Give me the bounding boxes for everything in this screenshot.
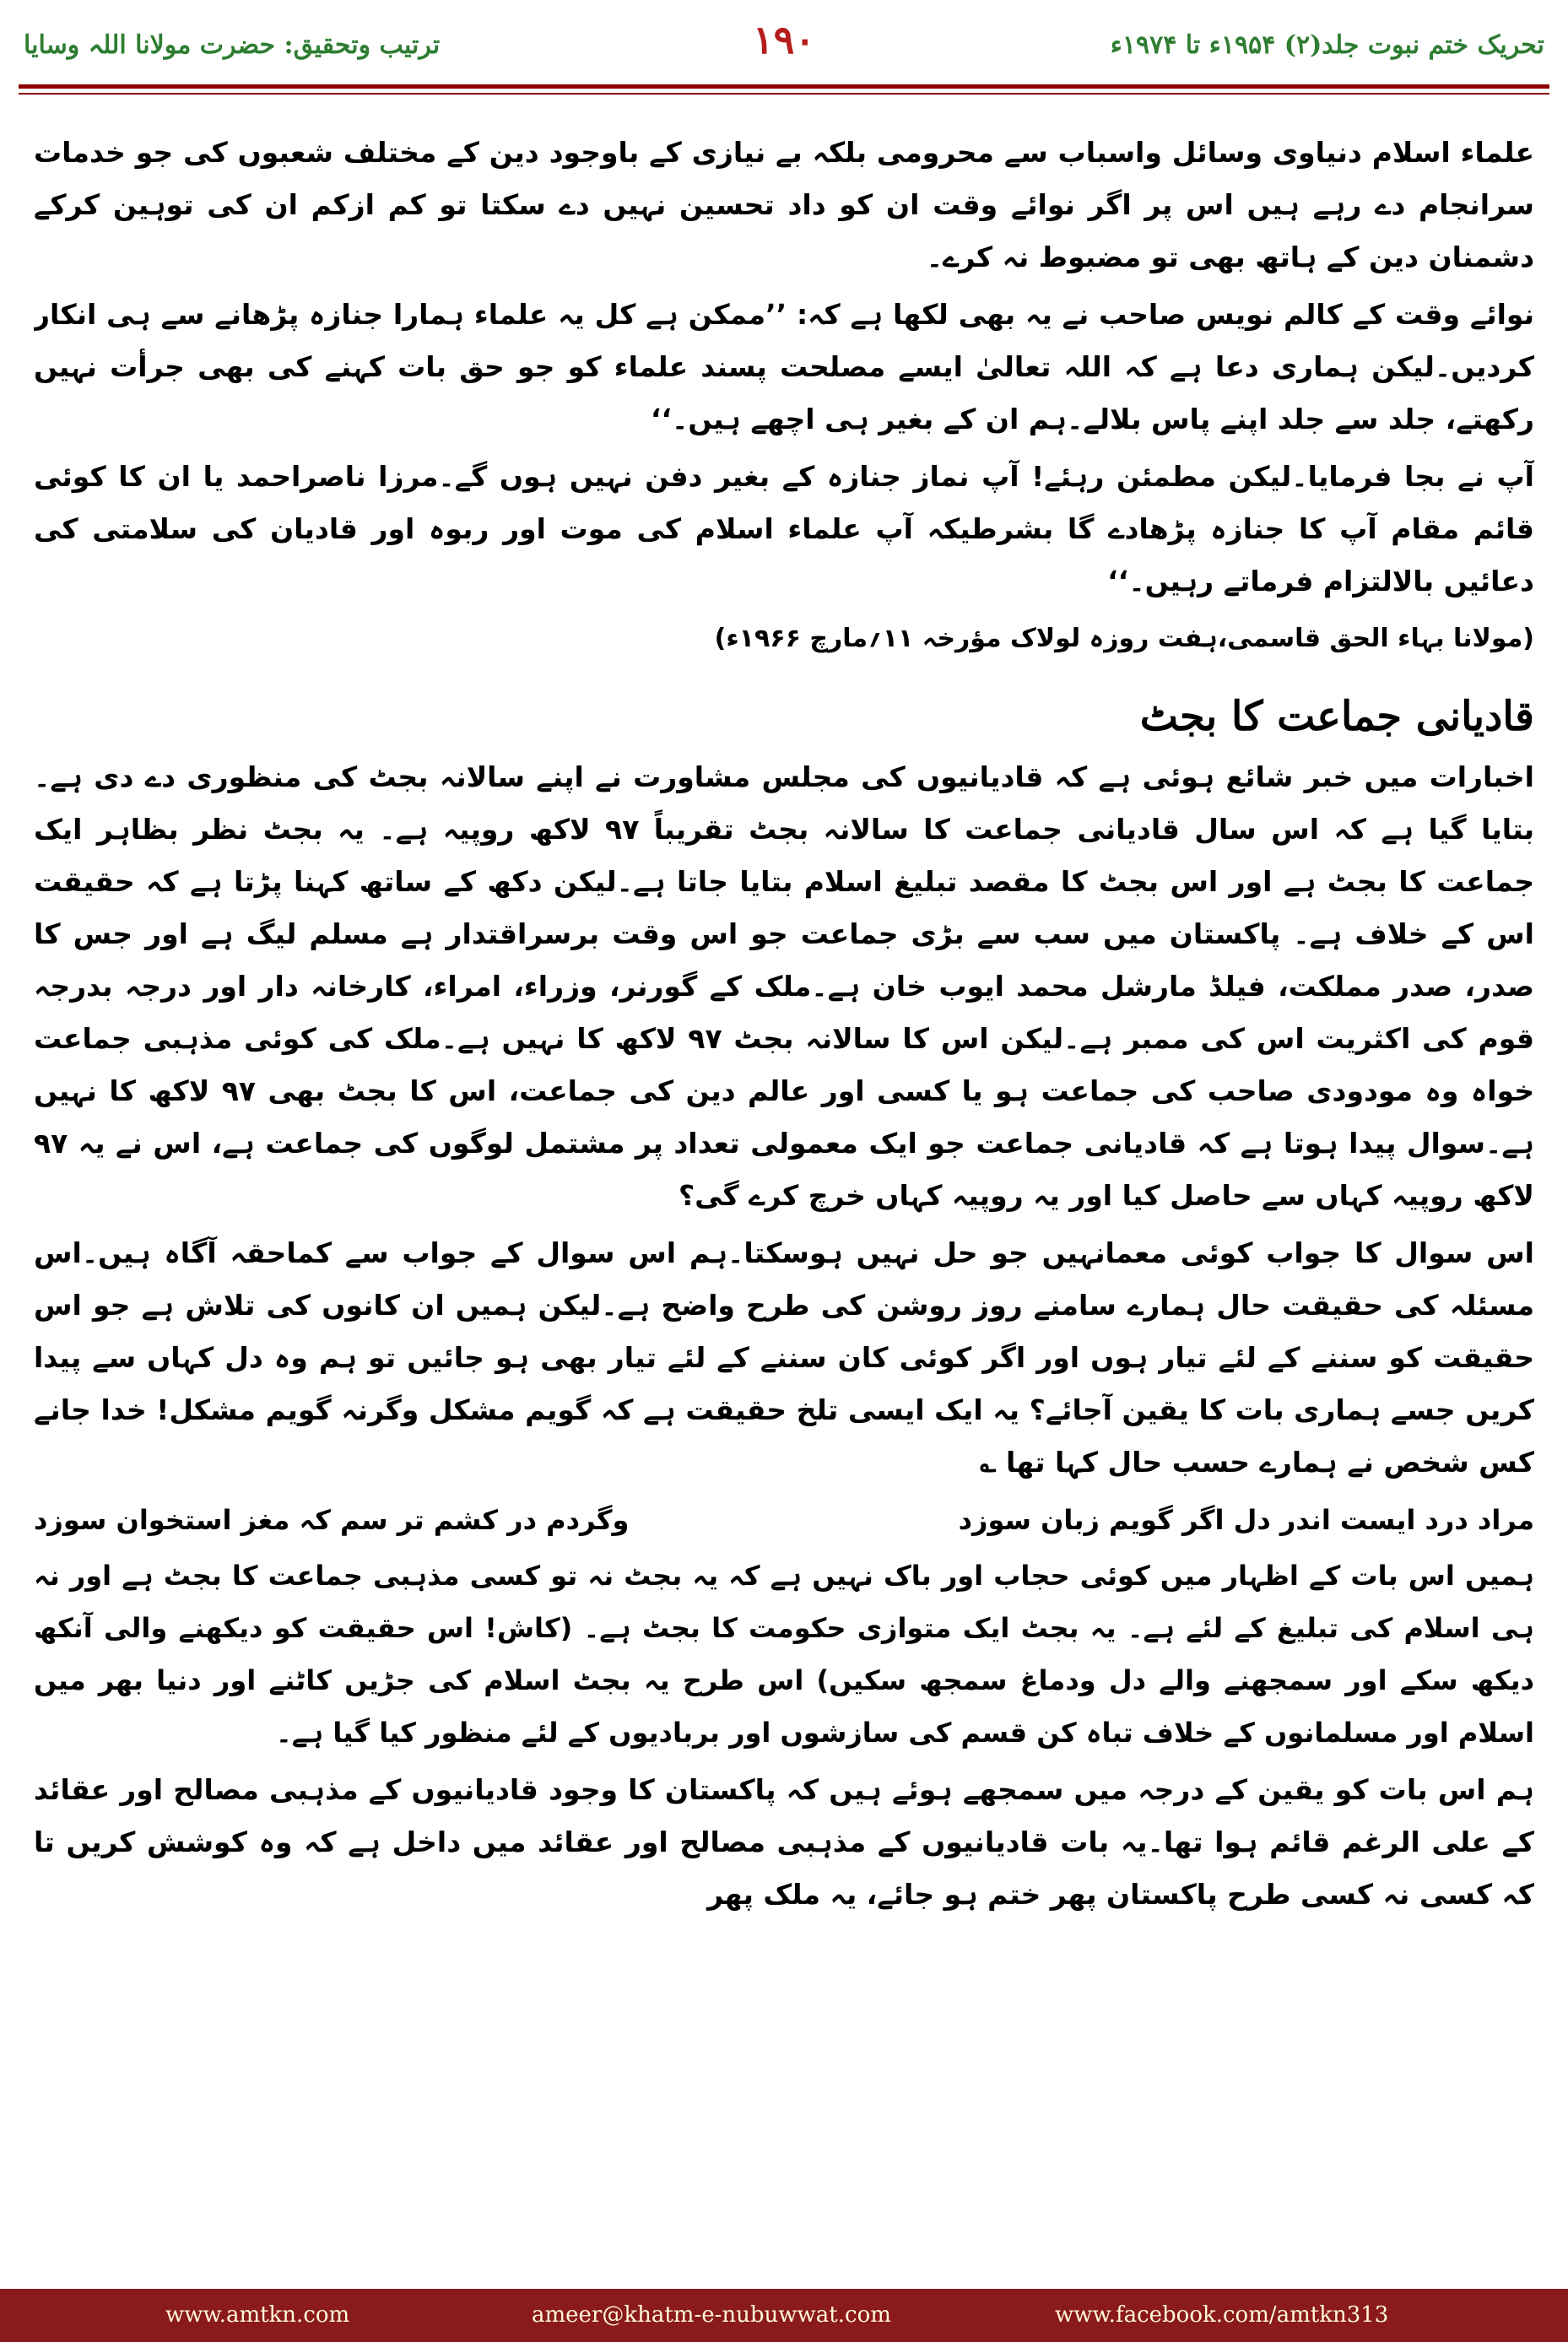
verse-first-half: مراد درد ایست اندر دل اگر گویم زبان سوزد: [958, 1504, 1534, 1536]
page-body: [34, 127, 1534, 2253]
paragraph: اخبارات میں خبر شائع ہوئی ہے کہ قادیانیوں کی مجلس مشاورت نے اپنے سالانہ بجٹ کی منظوری دے دی ہے۔ بتایا گیا ہے کہ اس سال قادیانی جماعت کا سالانہ بجٹ تقریباً ۹۷ لاکھ روپیہ ہے۔ یہ بجٹ نظر بظاہر ایک جماعت کا بجٹ ہے اور اس بجٹ کا مقصد تبلیغ اسلام بتایا جاتا ہے۔لیکن دکھ کے ساتھ کہنا پڑتا ہے کہ حقیقت اس کے خلاف ہے۔ پاکستان میں سب سے بڑی جماعت جو اس وقت برسراقتدار ہے مسلم لیگ ہے اور جس کا صدر، صدر مملکت، فیلڈ مارشل محمد ایوب خان ہے۔ملک کے گورنر، وزراء، امراء، کارخانہ دار اور درجہ بدرجہ قوم کی اکثریت اس کی ممبر ہے۔لیکن اس کا سالانہ بجٹ ۹۷ لاکھ کا نہیں ہے۔ملک کی کوئی مذہبی جماعت خواہ وہ مودودی صاحب کی جماعت ہو یا کسی اور عالم دین کی جماعت، اس کا بجٹ بھی ۹۷ لاکھ کا نہیں ہے۔سوال پیدا ہوتا ہے کہ قادیانی جماعت جو ایک معمولی تعداد پر مشتمل لوگوں کی جماعت ہے، اس نے یہ ۹۷ لاکھ روپیہ کہاں سے حاصل کیا اور یہ روپیہ کہاں خرچ کرے گی؟: [34, 760, 1534, 1212]
citation: (مولانا بہاء الحق قاسمی،ہفت روزہ لولاک مؤرخہ ۱۱؍مارچ ۱۹۶۶ء): [714, 624, 1534, 653]
paragraph: ہم اس بات کو یقین کے درجہ میں سمجھے ہوئے ہیں کہ پاکستان کا وجود قادیانیوں کے مذہبی مصالح اور عقائد کے علی الرغم قائم ہوا تھا۔یہ بات قادیانیوں کے مذہبی مصالح اور عقائد میں داخل ہے کہ وہ کوشش کریں تا کہ کسی نہ کسی طرح پاکستان پھر ختم ہو جائے، یہ ملک پھر: [34, 1773, 1534, 1911]
section-heading: قادیانی جماعت کا بجٹ: [1139, 693, 1534, 740]
series-title: تحریک ختم نبوت جلد(۲) ۱۹۵۴ء تا ۱۹۷۴ء: [1110, 30, 1544, 60]
header-divider-thick: [19, 84, 1549, 89]
email-link[interactable]: ameer@khatm-e-nubuwwat.com: [532, 2302, 891, 2328]
website-link[interactable]: www.amtkn.com: [165, 2302, 350, 2328]
paragraph: ہمیں اس بات کے اظہار میں کوئی حجاب اور باک نہیں ہے کہ یہ بجٹ نہ تو کسی مذہبی جماعت کا بجٹ ہے اور نہ ہی اسلام کی تبلیغ کے لئے ہے۔ یہ بجٹ ایک متوازی حکومت کا بجٹ ہے۔ (کاش! اس حقیقت کو دیکھنے والی آنکھ دیکھ سکے اور سمجھنے والے دل ودماغ سمجھ سکیں) اس طرح یہ بجٹ اسلام کی جڑیں کاٹنے اور دنیا بھر میں اسلام اور مسلمانوں کے خلاف تباہ کن قسم کی سازشوں اور بربادیوں کے لئے منظور کیا گیا ہے۔: [34, 1560, 1534, 1749]
paragraph: اس سوال کا جواب کوئی معمانہیں جو حل نہیں ہوسکتا۔ہم اس سوال کے جواب سے کماحقہ آگاہ ہیں۔اس مسئلہ کی حقیقت حال ہمارے سامنے روز روشن کی طرح واضح ہے۔لیکن ہمیں ان کانوں کی تلاش ہے جو اس حقیقت کو سننے کے لئے تیار ہوں اور اگر کوئی کان سننے کے لئے تیار بھی ہو جائیں تو ہم وہ دل کہاں سے پیدا کریں جسے ہماری بات کا یقین آجائے؟ یہ ایک ایسی تلخ حقیقت ہے کہ گویم مشکل وگرنہ گویم مشکل! خدا جانے کس شخص نے ہمارے حسب حال کہا تھا ؎: [34, 1236, 1534, 1479]
paragraph: نوائے وقت کے کالم نویس صاحب نے یہ بھی لکھا ہے کہ: ’’ممکن ہے کل یہ علماء ہمارا جنازہ پڑھانے سے ہی انکار کردیں۔لیکن ہماری دعا ہے کہ اللہ تعالیٰ ایسے مصلحت پسند علماء کو جو حق بات کہنے کی بھی جرأت نہیں رکھتے، جلد سے جلد اپنے پاس بلالے۔ہم ان کے بغیر ہی اچھے ہیں۔‘‘: [34, 298, 1534, 435]
persian-verse: [34, 1494, 1534, 1546]
page-footer: [0, 2289, 1568, 2342]
facebook-link[interactable]: www.facebook.com/amtkn313: [1055, 2302, 1389, 2328]
paragraph: آپ نے بجا فرمایا۔لیکن مطمئن رہئے! آپ نماز جنازہ کے بغیر دفن نہیں ہوں گے۔مرزا ناصراحمد یا ان کا کوئی قائم مقام آپ کا جنازہ پڑھادے گا بشرطیکہ آپ علماء اسلام کی موت اور ربوہ اور قادیان کی سلامتی کی دعائیں بالالتزام فرماتے رہیں۔‘‘: [34, 460, 1534, 598]
editor-credit: ترتیب وتحقیق: حضرت مولانا اللہ وسایا: [24, 30, 441, 60]
page-number: ۱۹۰: [752, 17, 816, 62]
header-divider-thin: [19, 93, 1549, 95]
verse-second-half: وگردم در کشم تر سم کہ مغز استخوان سوزد: [34, 1504, 630, 1536]
paragraph: علماء اسلام دنیاوی وسائل واسباب سے محرومی بلکہ بے نیازی کے باوجود دین کے مختلف شعبوں کی جو خدمات سرانجام دے رہے ہیں اس پر اگر نوائے وقت ان کو داد تحسین نہیں دے سکتا تو کم ازکم ان کی توہین کرکے دشمنان دین کے ہاتھ بھی تو مضبوط نہ کرے۔: [34, 136, 1534, 273]
